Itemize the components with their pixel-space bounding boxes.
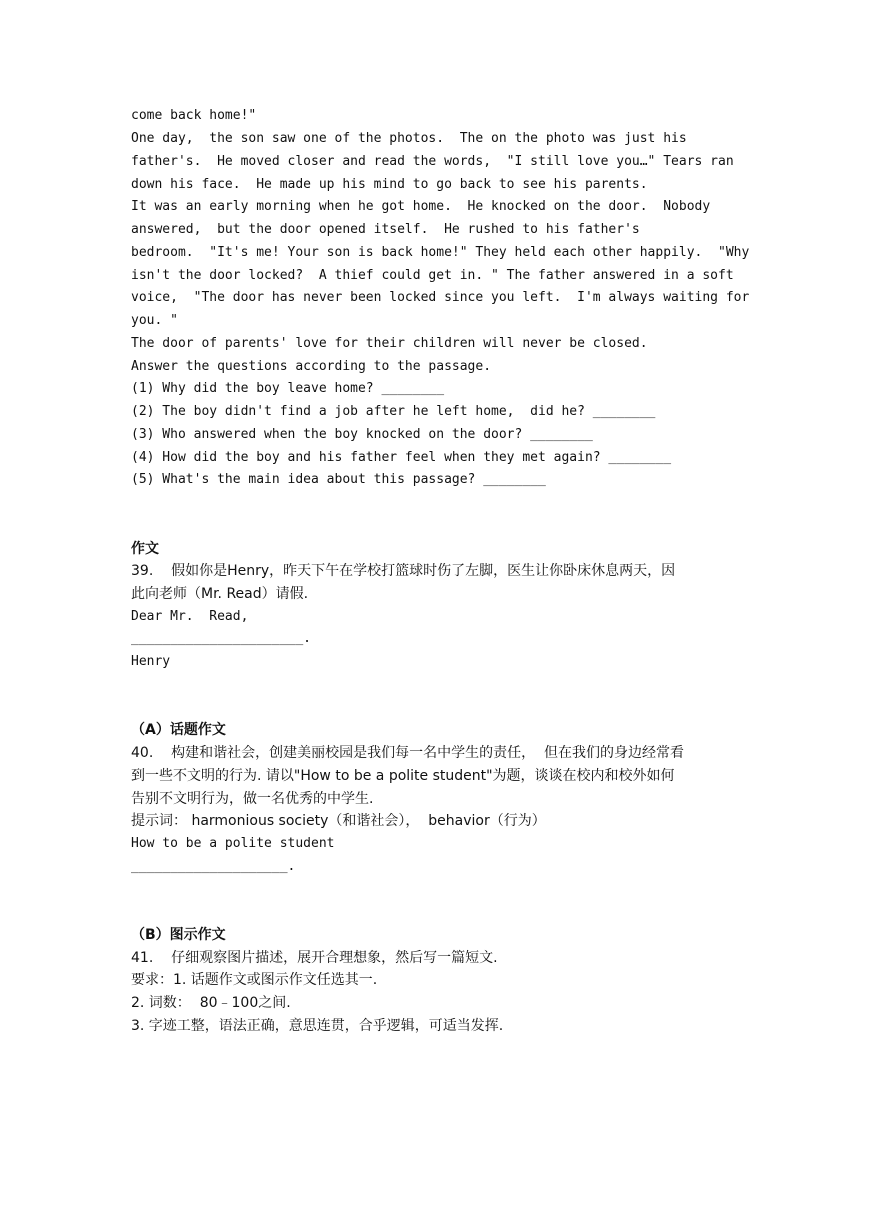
answer-blank: ______________________. <box>131 631 312 646</box>
passage-line: down his face. He made up his mind to go back to see his parents. <box>131 177 648 192</box>
q40-prompt-line: 到一些不文明的行为. 请以"How to be a polite student"为题，谈谈在校内和校外如何 <box>131 768 675 784</box>
hint-words: 提示词： harmonious society（和谐社会）， behavior（行为） <box>131 813 546 829</box>
requirement-line: 要求：1. 话题作文或图示作文任选其一. <box>131 972 378 988</box>
section-heading-a: （A）话题作文 <box>131 722 226 738</box>
section-heading-writing: 作文 <box>131 541 159 557</box>
passage-line: father's. He moved closer and read the words, "I still love you…" Tears ran <box>131 154 734 169</box>
q39-prompt-line: 此向老师（Mr. Read）请假. <box>131 586 309 602</box>
letter-signature: Henry <box>131 654 171 669</box>
passage-line: bedroom. "It's me! Your son is back home!" They held each other happily. "Why <box>131 245 750 260</box>
passage-line: isn't the door locked? A thief could get in. " The father answered in a soft <box>131 268 734 283</box>
question-1: (1) Why did the boy leave home? ________ <box>131 381 445 396</box>
passage-line: voice, "The door has never been locked since you left. I'm always waiting for <box>131 290 750 305</box>
requirement-line: 3. 字迹工整，语法正确，意思连贯，合乎逻辑，可适当发挥. <box>131 1018 504 1034</box>
section-heading-b: （B）图示作文 <box>131 927 226 943</box>
question-3: (3) Who answered when the boy knocked on the door? ________ <box>131 427 593 442</box>
instruction-line: Answer the questions according to the passage. <box>131 359 492 374</box>
requirement-line: 2. 词数： 80﹣100之间. <box>131 995 291 1011</box>
q41-prompt-line: 41. 仔细观察图片描述，展开合理想象，然后写一篇短文. <box>131 950 498 966</box>
passage-line: answered, but the door opened itself. He rushed to his father's <box>131 222 640 237</box>
question-5: (5) What's the main idea about this passage? ________ <box>131 472 546 487</box>
passage-line: The door of parents' love for their children will never be closed. <box>131 336 648 351</box>
question-2: (2) The boy didn't find a job after he left home, did he? ________ <box>131 404 656 419</box>
passage-line: It was an early morning when he got home. He knocked on the door. Nobody <box>131 199 711 214</box>
passage-line: come back home!" <box>131 108 257 123</box>
essay-title: How to be a polite student <box>131 836 335 851</box>
passage-line: you. " <box>131 313 178 328</box>
answer-blank: ____________________. <box>131 859 296 874</box>
passage-line: One day, the son saw one of the photos. The on the photo was just his <box>131 131 687 146</box>
q39-prompt-line: 39. 假如你是Henry，昨天下午在学校打篮球时伤了左脚，医生让你卧床休息两天，因 <box>131 563 676 579</box>
q40-prompt-line: 40. 构建和谐社会，创建美丽校园是我们每一名中学生的责任， 但在我们的身边经常看 <box>131 745 684 761</box>
question-4: (4) How did the boy and his father feel when they met again? ________ <box>131 450 672 465</box>
q40-prompt-line: 告别不文明行为，做一名优秀的中学生. <box>131 791 374 807</box>
letter-greeting: Dear Mr. Read, <box>131 609 249 624</box>
